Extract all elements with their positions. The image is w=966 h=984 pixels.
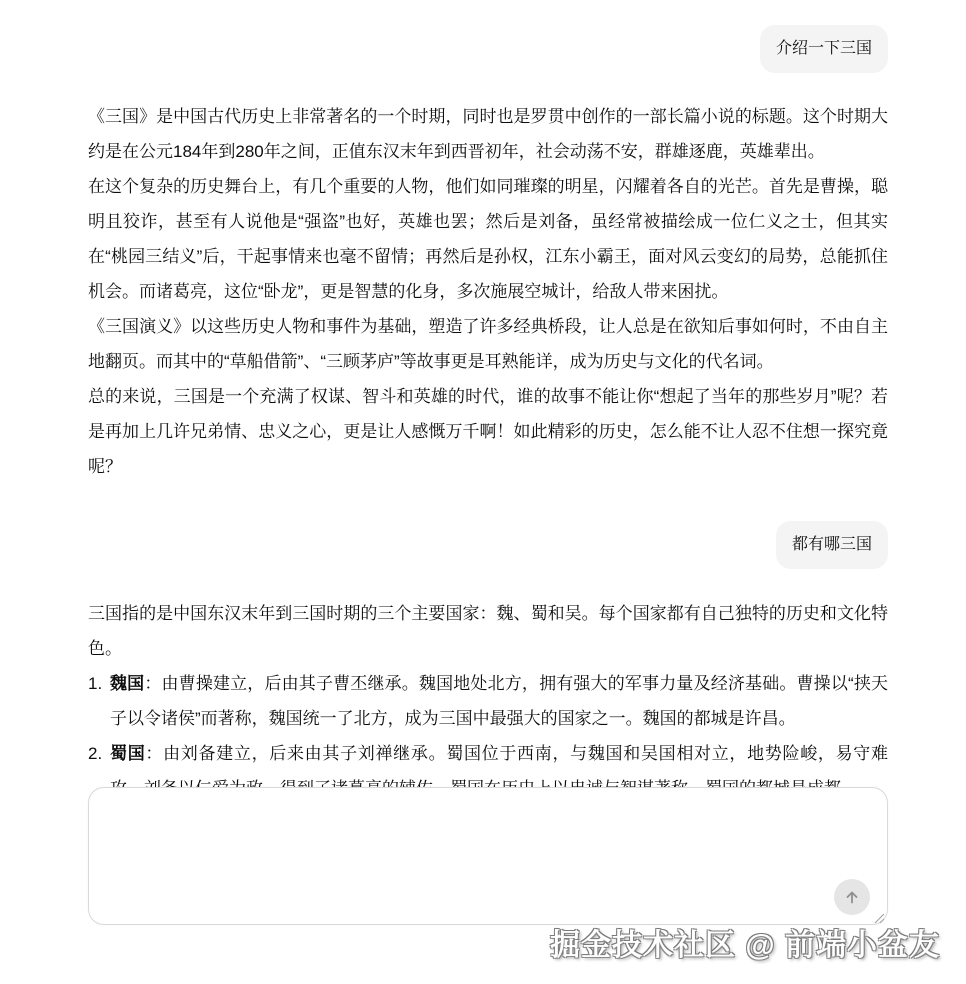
list-item-text — [110, 666, 888, 736]
watermark-text: 掘金技术社区 @ 前端小盆友 — [550, 929, 940, 962]
assistant-message — [88, 596, 888, 806]
user-message-row — [88, 521, 888, 569]
list-item-number: 2. — [88, 744, 103, 763]
numbered-list — [88, 666, 888, 806]
send-button[interactable] — [834, 879, 870, 915]
assistant-paragraph: 总的来说，三国是一个充满了权谋、智斗和英雄的时代，谁的故事不能让你“想起了当年的那些岁月”呢？若是再加上几许兄弟情、忠义之心，更是让人感慨万千啊！如此精彩的历史，怎么能不让人忍不住想一探究竟呢？ — [88, 387, 888, 476]
assistant-paragraph: 《三国》是中国古代历史上非常著名的一个时期，同时也是罗贯中创作的一部长篇小说的标题。这个时期大约是在公元184年到280年之间，正值东汉末年到西晋初年，社会动荡不安，群雄逐鹿，英雄辈出。 — [88, 107, 888, 161]
list-item — [88, 666, 888, 736]
list-item-body: ：由刘备建立，后来由其子刘禅继承。蜀国位于西南，与魏国和吴国相对立，地势险峻，易守难 — [145, 744, 889, 763]
list-item-body: ：由曹操建立，后由其子曹丕继承。魏国地处北方，拥有强大的军事力量及经济基础。曹操以“挟天子以令诸侯”而著称，魏国统一了北方，成为三国中最强大的国家之一。魏国的都城是许昌。 — [110, 674, 888, 728]
list-item-term: 魏国 — [110, 674, 145, 693]
assistant-message — [88, 99, 888, 484]
composer — [88, 787, 888, 925]
assistant-paragraph: 《三国演义》以这些历史人物和事件为基础，塑造了许多经典桥段，让人总是在欲知后事如何时，不由自主地翻页。而其中的“草船借箭”、“三顾茅庐”等故事更是耳熟能详，成为历史与文化的代名词。 — [88, 317, 888, 371]
list-item-term: 蜀国 — [110, 744, 146, 763]
arrow-up-icon — [843, 888, 861, 906]
message-input[interactable] — [88, 787, 888, 925]
assistant-paragraph: 三国指的是中国东汉末年到三国时期的三个主要国家：魏、蜀和吴。每个国家都有自己独特的历史和文化特色。 — [88, 604, 888, 658]
user-message-row — [88, 25, 888, 73]
user-message-bubble: 介绍一下三国 — [760, 25, 888, 73]
assistant-paragraph: 在这个复杂的历史舞台上，有几个重要的人物，他们如同璀璨的明星，闪耀着各自的光芒。首先是曹操，聪明且狡诈，甚至有人说他是“强盗”也好，英雄也罢；然后是刘备，虽经常被描绘成一位仁义之士，但其实在“桃园三结义”后，干起事情来也毫不留情；再然后是孙权，江东小霸王，面对风云变幻的局势，总能抓住机会。而诸葛亮，这位“卧龙”，更是智慧的化身，多次施展空城计，给敌人带来困扰。 — [88, 177, 888, 301]
user-message-bubble: 都有哪三国 — [776, 521, 888, 569]
list-item-number: 1. — [88, 674, 103, 693]
textarea-resize-grip-icon[interactable] — [874, 911, 885, 922]
